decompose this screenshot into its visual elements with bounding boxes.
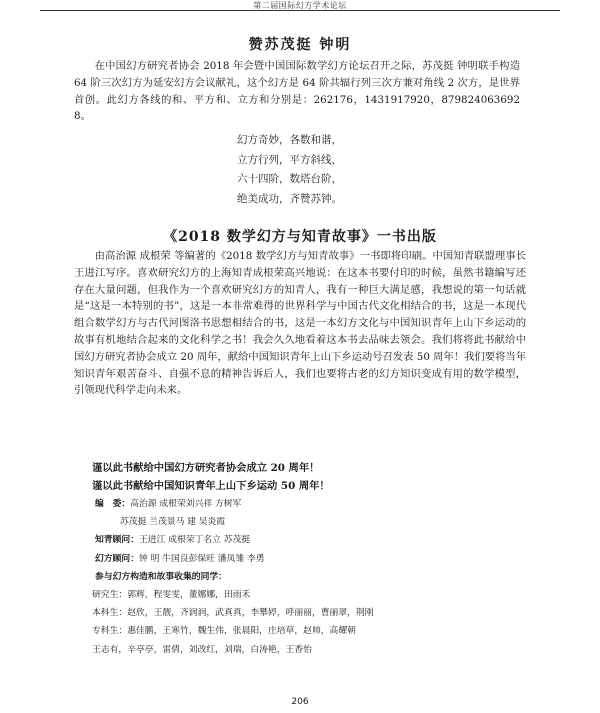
credits-label: 幻方顾问： [95, 553, 139, 564]
credits-graduate [92, 586, 532, 604]
article1-paragraph: 在中国幻方研究者协会 2018 年会暨中国国际数学幻方论坛召开之际，苏茂挺 钟明联手构造 64 阶三次幻方为延安幻方会议献礼，这个幻方是 64 阶共辐行列三次方兼对角线 2 次方，是世界首创。此幻方各线的和、平方和、立方和分别是：262176，1431917920，8798240636928。 [74, 60, 520, 123]
credits-more: 王志有，辛亭亭，雷倩，刘改红，刘瑞，白涛艳，王香怡 [92, 644, 312, 655]
credits-advisor [92, 531, 532, 549]
credits-editors [92, 495, 532, 513]
article1-title: 赞苏茂挺 钟明 [248, 37, 352, 53]
credits-value: 高治源 成根荣刘兴祥 方树军 [130, 499, 242, 509]
credits-editors-continued: 苏茂挺 兰茂景马 建 吴炎霞 [120, 517, 226, 528]
credits-value: 王进江 成根荣丁名立 苏茂挺 [139, 535, 251, 546]
running-header: 第二届国际幻方学术论坛 [253, 1, 347, 10]
credits-label: 编 委： [95, 499, 131, 509]
credits-participants-label: 参与幻方构造和故事收集的同学： [95, 571, 227, 582]
header-rule [40, 10, 560, 11]
page-number: 206 [291, 697, 309, 707]
credits-label: 专科生： [92, 626, 128, 637]
article2-title: 《2018 数学幻方与知青故事》一书出版 [163, 229, 437, 245]
credits-label: 知青顾问： [95, 535, 139, 546]
poem-line: 绝美成功，齐赞苏钟。 [237, 193, 342, 206]
article2-paragraph: 由高治源 成根荣 等编著的《2018 数学幻方与知青故事》一书即将印刷。中国知青联盟理事长王进江写序。喜欢研究幻方的上海知青成根荣高兴地说：在这本书要付印的时候，虽然书籍编写还存在大量问题，但我作为一个喜欢研究幻方的知青人，我有一种巨大满足感，我想说的第一句话就是“这是一本特别的书”，这是一本非常难得的世界科学与中国古代文化相结合的书，这是一本现代组合数学幻方与古代河图洛书思想相结合的书，这是一本幻方文化与中国知识青年上山下乡运动的故事有机地结合起来的文化科学之书！我会久久地看着这本书去品味去领会。我们将将此书献给中国幻方研究者协会成立 20 周年，献给中国知识青年上山下乡运动号召发表 50 周年！我们要将当年知识青年艰苦奋斗、自强不息的精神告诉后人，我们也要将古老的幻方知识变成有用的数学模型，引领现代科学走向未来。 [74, 250, 526, 397]
poem-line: 幻方奇妙，各数和谐， [237, 134, 342, 146]
credits-value: 钟 明 牛国良彭保旺 潘凤雏 李勇 [139, 553, 265, 564]
credits-label: 研究生： [92, 590, 128, 601]
credits-college [92, 622, 532, 640]
credits-list [92, 495, 532, 659]
dedication-line: 谨以此书献给中国幻方研究者协会成立 20 周年！ [92, 462, 320, 474]
credits-label: 本科生： [92, 608, 128, 619]
credits-magic-advisor [92, 550, 532, 568]
credits-undergraduate [92, 604, 532, 622]
credits-value: 赵欣，王靓，齐润润，武真真，李攀婷，呼丽丽，曹丽翠，荆刚 [127, 608, 374, 619]
poem-line: 六十四阶，数塔台阶， [237, 173, 342, 186]
poem-line: 立方行列，平方斜线， [237, 153, 342, 166]
credits-value: 郭辉，程雯雯，董娜娜，田雨禾 [127, 590, 251, 601]
credits-value: 惠佳鹏，王寒竹，魏生伟，张晨阳，庄培草，赵帅，高耀朝 [127, 626, 356, 637]
dedication-line: 谨以此书献给中国知识青年上山下乡运动 50 周年！ [92, 480, 330, 492]
poem [237, 131, 342, 210]
